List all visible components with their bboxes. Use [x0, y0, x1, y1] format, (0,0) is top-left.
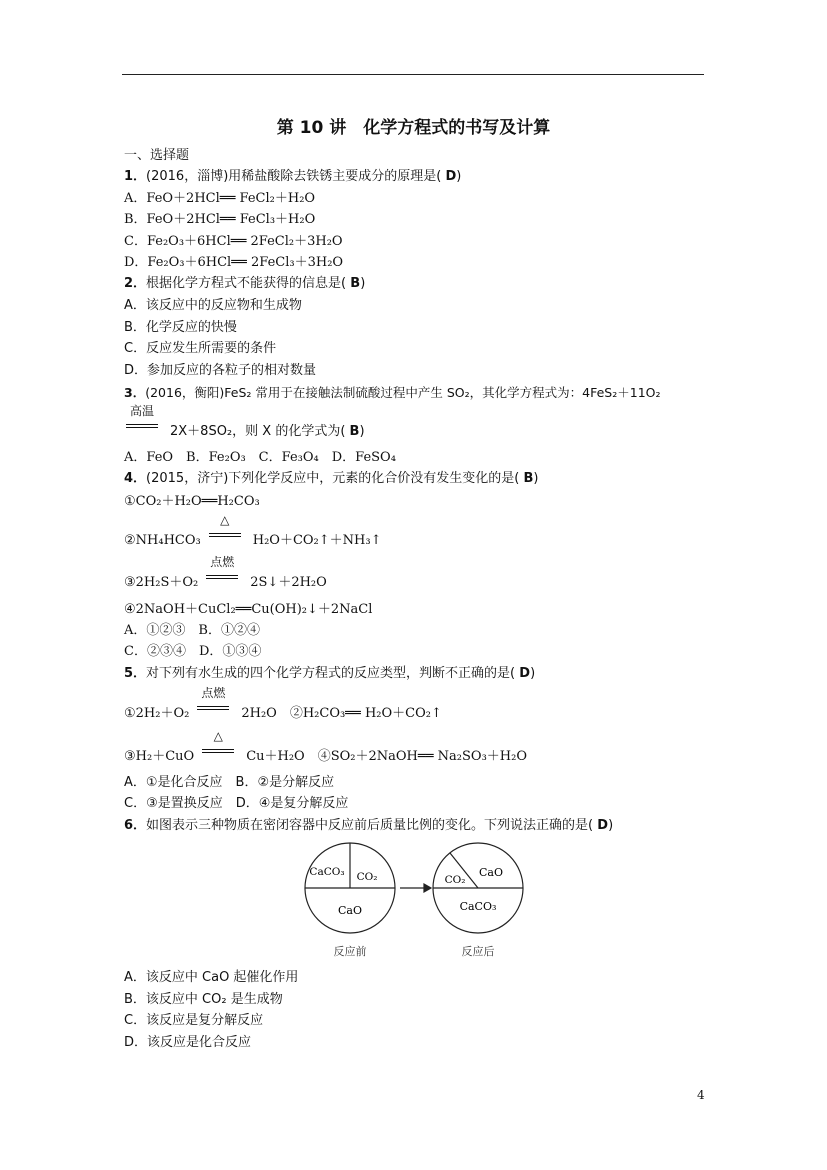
option-2b: B．化学反应的快慢	[124, 320, 237, 335]
options-5-row2: C．③是置换反应 D．④是复分解反应	[124, 796, 349, 811]
option-6b: B．该反应中 CO₂ 是生成物	[124, 992, 283, 1007]
reaction-4-2: ②NH₄HCO₃ △ H₂O＋CO₂↑＋NH₃↑	[124, 513, 382, 548]
page-number: 4	[697, 1088, 705, 1102]
option-6d: D．该反应是化合反应	[124, 1035, 252, 1050]
answer-5: D	[519, 666, 531, 681]
options-5-row1: A．①是化合反应 B．②是分解反应	[124, 775, 335, 790]
question-3: 3．(2016，衡阳)FeS₂ 常用于在接触法制硫酸过程中产生 SO₂，其化学方程式为：4FeS₂＋11O₂	[124, 385, 661, 400]
answer-3: B	[349, 424, 360, 439]
section-heading: 一、选择题	[124, 148, 190, 163]
answer-1: D	[445, 169, 457, 184]
options-3: A．FeO B．Fe₂O₃ C．Fe₃O₄ D．FeSO₄	[124, 450, 396, 465]
option-1d: D．Fe₂O₃＋6HCl══ 2FeCl₃＋3H₂O	[124, 255, 344, 270]
question-4: 4．(2015，济宁)下列化学反应中，元素的化合价没有发生变化的是( B)	[124, 471, 539, 486]
reaction-4-1: ①CO₂＋H₂O══H₂CO₃	[124, 494, 260, 509]
answer-4: B	[523, 471, 534, 486]
options-4-row1: A．①②③ B．①②④	[124, 623, 260, 638]
answer-2: B	[350, 276, 361, 291]
before-co2-label: CO₂	[356, 871, 378, 883]
option-1c: C．Fe₂O₃＋6HCl══ 2FeCl₂＋3H₂O	[124, 234, 343, 249]
question-1: 1．(2016，淄博)用稀盐酸除去铁锈主要成分的原理是( D)	[124, 169, 462, 184]
after-cao-label: CaO	[479, 866, 503, 879]
option-1b: B．FeO＋2HCl══ FeCl₃＋H₂O	[124, 212, 316, 227]
reaction-5-row1: ①2H₂＋O₂ 点燃 2H₂O ②H₂CO₃══ H₂O＋CO₂↑	[124, 686, 442, 721]
before-caption: 反应前	[333, 945, 367, 958]
question-5: 5．对下列有水生成的四个化学方程式的反应类型，判断不正确的是( D)	[124, 666, 536, 681]
header-rule	[122, 74, 704, 75]
reaction-4-3: ③2H₂S＋O₂ 点燃 2S↓＋2H₂O	[124, 555, 327, 590]
option-2d: D．参加反应的各粒子的相对数量	[124, 363, 317, 378]
option-2c: C．反应发生所需要的条件	[124, 341, 277, 356]
question-6: 6．如图表示三种物质在密闭容器中反应前后质量比例的变化。下列说法正确的是( D)	[124, 818, 614, 833]
question-3-cont: 高温 2X＋8SO₂，则 X 的化学式为( B)	[124, 419, 365, 440]
condition-high-temp: 高温	[124, 419, 160, 435]
reaction-5-row2: ③H₂＋CuO △ Cu＋H₂O ④SO₂＋2NaOH══ Na₂SO₃＋H₂O	[124, 729, 527, 764]
reaction-4-4: ④2NaOH＋CuCl₂══Cu(OH)₂↓＋2NaCl	[124, 602, 373, 617]
option-6a: A．该反应中 CaO 起催化作用	[124, 970, 299, 985]
after-caption: 反应后	[461, 945, 495, 958]
after-co2-label: CO₂	[444, 874, 466, 886]
options-4-row2: C．②③④ D．①③④	[124, 644, 262, 659]
question-2: 2．根据化学方程式不能获得的信息是( B)	[124, 276, 366, 291]
before-caco3-label: CaCO₃	[309, 866, 345, 878]
answer-6: D	[597, 818, 609, 833]
page-title: 第 10 讲 化学方程式的书写及计算	[276, 118, 551, 138]
after-caco3-label: CaCO₃	[459, 900, 497, 913]
option-2a: A．该反应中的反应物和生成物	[124, 298, 302, 313]
option-1a: A．FeO＋2HCl══ FeCl₂＋H₂O	[124, 191, 316, 206]
arrow-icon	[424, 884, 431, 892]
option-6c: C．该反应是复分解反应	[124, 1013, 264, 1028]
reaction-pie-figure	[300, 838, 530, 963]
before-cao-label: CaO	[338, 904, 362, 917]
